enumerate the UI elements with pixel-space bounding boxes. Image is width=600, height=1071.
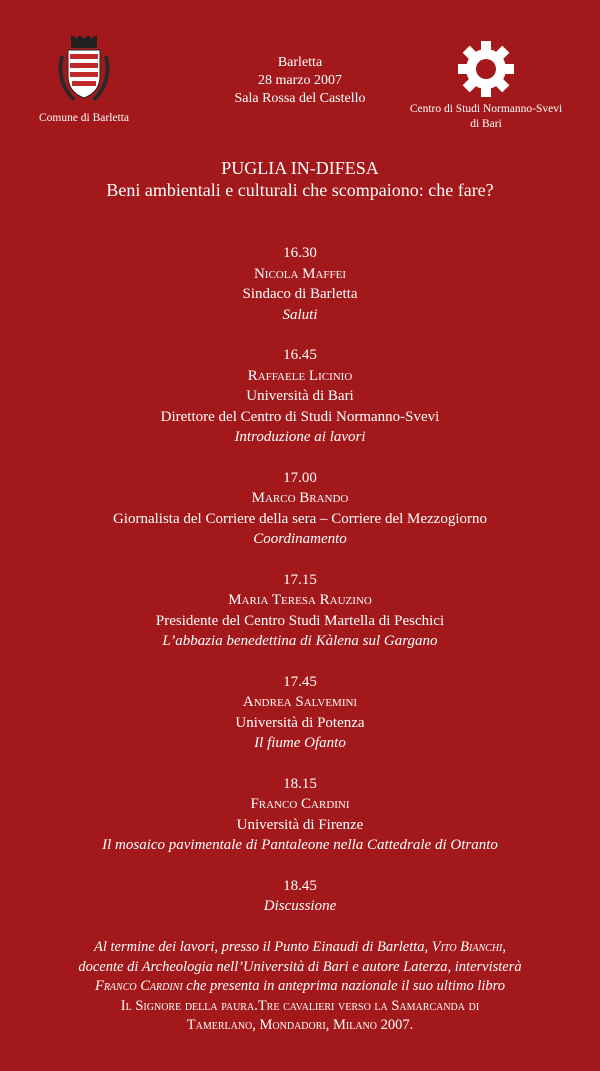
event-city: Barletta xyxy=(277,55,323,70)
comune-label: Comune di Barletta xyxy=(38,112,130,124)
session-time: 17.45 xyxy=(283,673,317,690)
session-time: 16.30 xyxy=(283,245,317,261)
session-topic: Introduzione ai lavori xyxy=(234,429,366,445)
program xyxy=(0,243,600,937)
title-block xyxy=(0,157,600,201)
session-topic: Il mosaico pavimentale di Pantaleone nella Cattedrale di Otranto xyxy=(102,837,498,853)
session-topic: Discussione xyxy=(263,898,337,914)
session-role: Università di Potenza xyxy=(235,714,365,731)
session-role: Università di Bari xyxy=(246,388,354,404)
session-topic: Il fiume Ofanto xyxy=(254,735,346,751)
session-topic: Coordinamento xyxy=(253,531,347,547)
session-time: 17.00 xyxy=(283,469,317,486)
footer-name-cardini: Franco Cardini xyxy=(94,978,183,994)
session-topic: L’abbazia benedettina di Kàlena sul Gargano xyxy=(162,633,438,649)
session xyxy=(0,345,600,448)
footer-book-publisher: Tamerlano, Mondadori, Milano 2007. xyxy=(186,1017,414,1033)
session xyxy=(0,570,600,652)
centro-studi-label: Centro di Studi Normanno-Svevi di Bari xyxy=(409,103,563,130)
session-topic: Saluti xyxy=(282,306,318,323)
municipal-crest-icon xyxy=(54,36,114,106)
session-time: 18.15 xyxy=(283,775,317,792)
session-speaker: Raffaele Licinio xyxy=(247,367,353,384)
footer-line: Franco Cardini che presenta in anteprima nazionale il suo ultimo libro xyxy=(94,978,506,994)
session xyxy=(0,672,600,754)
session xyxy=(0,468,600,550)
footer-note xyxy=(20,938,580,1036)
event-info xyxy=(180,54,420,108)
gear-logo-icon xyxy=(457,40,515,98)
session xyxy=(0,774,600,856)
session-role: Giornalista del Corriere della sera – Corriere del Mezzogiorno xyxy=(112,510,488,527)
session-role-secondary: Direttore del Centro di Studi Normanno-Svevi xyxy=(160,408,440,425)
session-speaker: Maria Teresa Rauzino xyxy=(228,592,372,608)
event-subtitle: Beni ambientali e culturali che scompaiono: che fare? xyxy=(106,180,494,200)
event-venue: Sala Rossa del Castello xyxy=(234,91,366,106)
session-time: 17.15 xyxy=(283,571,317,588)
centro-studi-logo xyxy=(400,40,572,132)
session xyxy=(0,243,600,325)
footer-line: Al termine dei lavori, presso il Punto Einaudi di Barletta, Vito Bianchi, xyxy=(94,939,506,955)
event-title: PUGLIA IN-DIFESA xyxy=(221,158,379,178)
session-speaker: Marco Brando xyxy=(251,490,349,506)
session-time: 16.45 xyxy=(283,347,317,363)
session-speaker: Nicola Maffei xyxy=(253,265,347,282)
footer-name-bianchi: Vito Bianchi, xyxy=(431,939,506,955)
event-date: 28 marzo 2007 xyxy=(258,73,342,88)
comune-logo xyxy=(30,36,138,124)
session xyxy=(0,876,600,917)
header xyxy=(0,0,600,140)
session-role: Presidente del Centro Studi Martella di Peschici xyxy=(155,612,445,629)
session-speaker: Franco Cardini xyxy=(250,796,350,812)
footer-book-title: Il Signore della paura.Tre cavalieri verso la Samarcanda di xyxy=(120,997,480,1014)
session-speaker: Andrea Salvemini xyxy=(242,694,358,710)
session-time: 18.45 xyxy=(283,877,317,894)
session-role: Università di Firenze xyxy=(236,816,364,833)
session-role: Sindaco di Barletta xyxy=(242,286,358,302)
footer-line: docente di Archeologia nell’Università di Bari e autore Laterza, intervisterà xyxy=(78,958,522,975)
